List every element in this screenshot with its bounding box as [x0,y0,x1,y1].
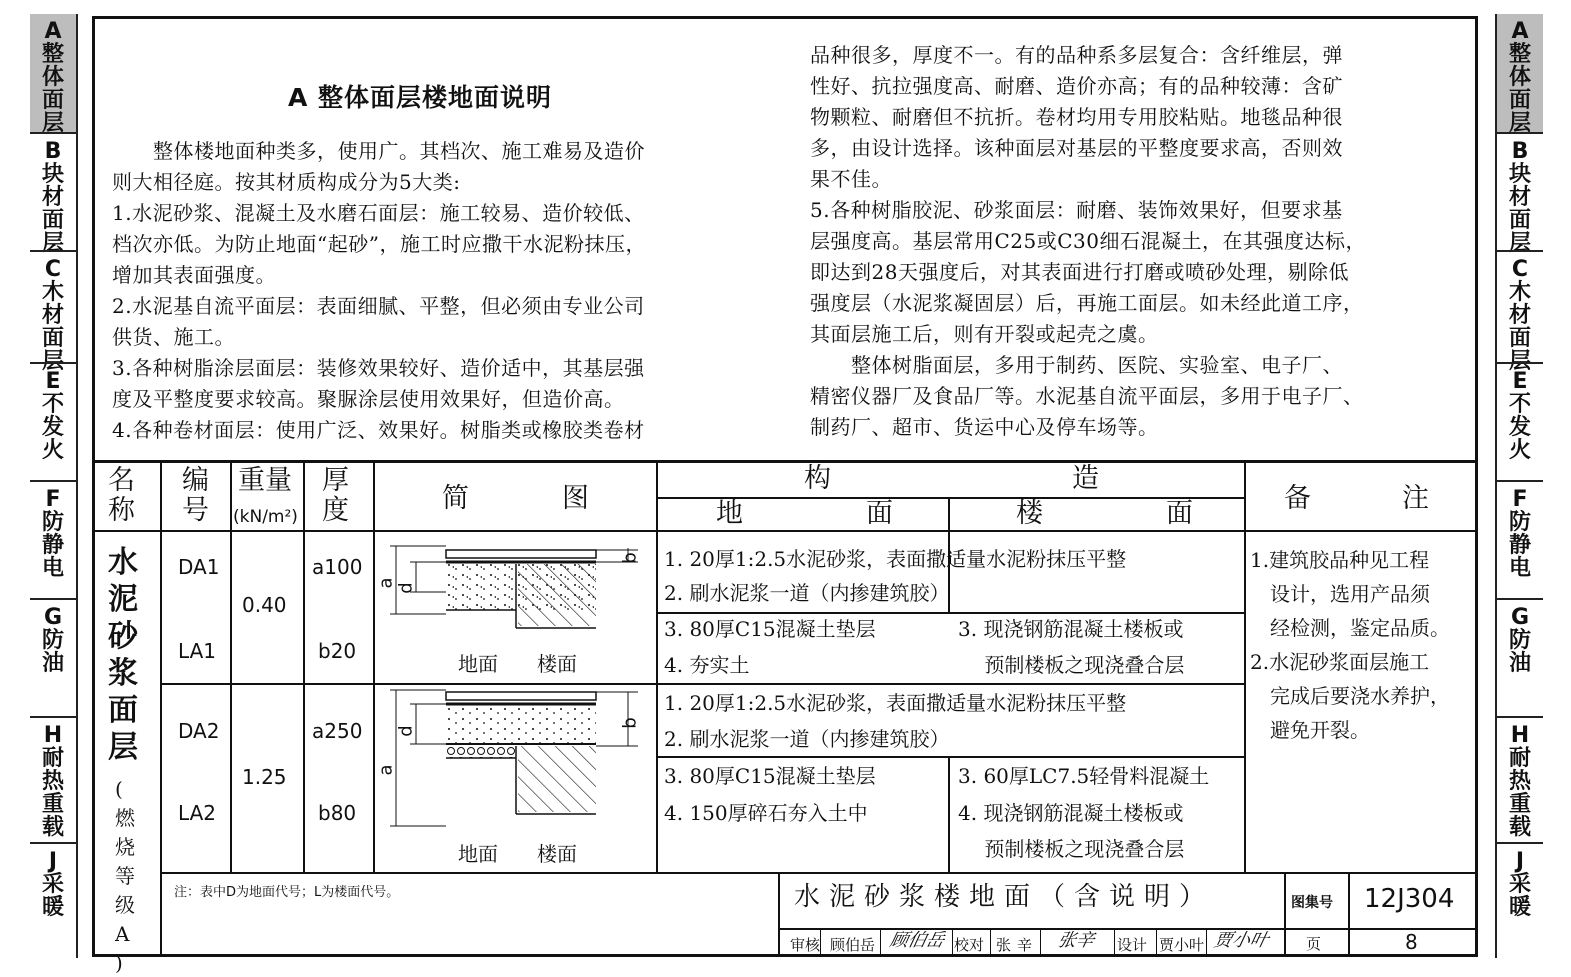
sidebar-tab-char: 耐 [1508,746,1531,771]
intro-left-line: 1.水泥砂浆、混凝土及水磨石面层：施工较易、造价较低、 [112,201,645,225]
construction-shared-step: 2. 刷水泥浆一道（内掺建筑胶） [664,581,950,605]
drawing-title: 水泥砂浆楼地面（含说明） [794,882,1215,912]
construction-shared-step: 2. 刷水泥浆一道（内掺建筑胶） [664,727,950,751]
grid-line [1244,460,1246,872]
sidebar-tab-letter: J [1515,849,1525,874]
sidebar-tab-char: 耐 [41,746,64,771]
intro-right-line: 整体树脂面层，多用于制药、医院、实验室、电子厂、 [810,353,1343,377]
grid-line [948,756,950,872]
dim-d-1: d [395,582,417,594]
check-label: 校对 [954,936,985,954]
sidebar-tab-char: 层 [41,111,64,136]
sidebar-tab-char: 整 [41,42,64,67]
footer-note: 注：表中D为地面代号；L为楼面代号。 [174,885,400,900]
diagram-label-floor-1: 楼面 [537,652,577,676]
sidebar-tab-letter: E [45,369,61,394]
intro-left-line: 3.各种树脂涂层面层：装修效果较好、造价适中，其基层强 [112,356,645,380]
construction-shared-step: 1. 20厚1:2.5水泥砂浆，表面撒适量水泥粉抹压平整 [664,547,1127,571]
sidebar-tab-char: 层 [1508,111,1531,136]
name-char: 面 [108,693,138,728]
sidebar-tab-h[interactable] [1497,716,1543,842]
sidebar-tab-char: 不 [1508,392,1531,417]
sidebar-tab-char: 油 [1508,651,1531,676]
header-diagram-2: 图 [562,483,589,514]
sidebar-tab-char: 块 [1508,162,1531,187]
sidebar-tab-char: 发 [41,415,64,440]
remark-line: 经检测，鉴定品质。 [1250,616,1450,640]
intro-right-line: 性好、抗拉强度高、耐磨、造价亦高；有的品种较薄：含矿 [810,74,1343,98]
sidebar-tab-char: 层 [1508,349,1531,374]
sidebar-tab-j[interactable] [1497,842,1543,958]
grid-line [820,928,821,957]
construction-floor-step: 预制楼板之现浇叠合层 [958,837,1185,861]
sidebar-tab-char: 层 [41,349,64,374]
name-char: 砂 [108,619,138,654]
atlas-label: 图集号 [1291,895,1333,911]
sidebar-tab-char: 块 [41,162,64,187]
grid-line [373,460,375,872]
intro-title: A 整体面层楼地面说明 [288,83,553,112]
sidebar-tab-char: 静 [41,533,64,558]
grid-line [952,928,953,957]
right-sidebar [1495,14,1543,958]
sidebar-tab-f[interactable] [30,480,76,598]
sidebar-tab-e[interactable] [30,362,76,480]
thickness-b: b80 [318,801,357,825]
grid-line [1348,872,1350,957]
intro-right-line: 制药厂、超市、货运中心及停车场等。 [810,415,1159,439]
sidebar-tab-letter: F [1512,487,1528,512]
intro-right-line: 精密仪器厂及食品厂等。水泥基自流平面层，多用于电子厂、 [810,384,1364,408]
name-sub-char: ) [115,951,123,975]
sidebar-tab-char: 材 [41,185,64,210]
sidebar-tab-char: 防 [41,510,64,535]
header-diagram-1: 简 [442,483,469,514]
dim-b-2: b [619,717,641,729]
sidebar-tab-letter: B [1511,139,1529,164]
review-label: 审核 [790,936,821,954]
header-construction-1: 构 [804,463,831,494]
grid-line [160,872,1478,874]
sidebar-tab-char: 火 [1508,438,1531,463]
remark-line: 1.建筑胶品种见工程 [1250,548,1430,572]
construction-ground-step: 3. 80厚C15混凝土垫层 [664,617,876,641]
thickness-b: b20 [318,639,357,663]
grid-line [1156,928,1157,957]
construction-ground-step: 4. 夯实土 [664,653,750,677]
dim-a-2: a [375,764,397,776]
sidebar-tab-char: 载 [1508,815,1531,840]
intro-right-line: 多，由设计选择。该种面层对基层的平整度要求高，否则效 [810,136,1343,160]
sidebar-tab-char: 面 [41,326,64,351]
sidebar-tab-letter: C [44,257,62,282]
sidebar-tab-char: 电 [41,556,64,581]
grid-line [160,460,162,957]
sidebar-tab-char: 材 [1508,303,1531,328]
dim-a-1: a [375,577,397,589]
weight-value: 1.25 [242,765,287,789]
sidebar-tab-letter: G [43,605,63,630]
sidebar-tab-char: 面 [41,88,64,113]
sidebar-tab-char: 热 [1508,769,1531,794]
dim-b-1: b [619,552,641,564]
sidebar-tab-f[interactable] [1497,480,1543,598]
sidebar-tab-a[interactable] [1497,14,1543,136]
sidebar-tab-char: 层 [41,231,64,256]
sidebar-tab-char: 火 [41,438,64,463]
sidebar-tab-char: 材 [41,303,64,328]
grid-line [230,460,232,872]
remark-line: 2.水泥砂浆面层施工 [1250,650,1430,674]
sidebar-tab-c[interactable] [1497,250,1543,374]
sidebar-tab-letter: E [1512,369,1528,394]
page-number: 8 [1405,930,1418,954]
sidebar-tab-c[interactable] [30,250,76,374]
sidebar-tab-char: 体 [41,65,64,90]
name-char: 浆 [108,656,138,691]
sidebar-tab-char: 面 [1508,88,1531,113]
page-label: 页 [1306,935,1322,953]
thickness-a: a250 [312,719,363,743]
designer-signature: 贾小叶 [1211,930,1271,951]
grid-line [778,928,1478,930]
designer-name: 贾小叶 [1159,936,1205,954]
sidebar-tab-letter: H [1510,723,1530,748]
construction-floor-step: 预制楼板之现浇叠合层 [958,653,1185,677]
header-ground-1: 地 [716,498,743,529]
remark-line: 设计，选用产品须 [1250,582,1430,606]
intro-right-line: 强度层（水泥浆凝固层）后，再施工面层。如未经此道工序， [810,291,1364,315]
construction-floor-step: 3. 现浇钢筋混凝土楼板或 [958,617,1184,641]
sidebar-tab-letter: A [44,19,62,44]
name-char: 层 [108,730,138,765]
sidebar-tab-b[interactable] [1497,132,1543,256]
diagram-label-ground-2: 地面 [458,842,498,866]
name-char: 泥 [108,582,138,617]
sidebar-tab-char: 发 [1508,415,1531,440]
sidebar-tab-char: 面 [1508,326,1531,351]
grid-line [880,928,881,957]
grid-line [303,460,305,872]
sidebar-tab-letter: H [43,723,63,748]
grid-line [1114,928,1115,957]
name-sub-char: 烧 [115,835,135,859]
grid-line [92,530,1478,532]
grid-line [1206,928,1207,957]
grid-line [656,460,658,872]
header-floor-2: 面 [1166,498,1193,529]
design-label: 设计 [1117,936,1148,954]
checker-name: 张辛 [996,936,1039,954]
intro-right-line: 物颗粒、耐磨但不抗折。卷材均用专用胶粘贴。地毯品种很 [810,105,1343,129]
diagram-label-floor-2: 楼面 [537,842,577,866]
sidebar-tab-char: 防 [1508,628,1531,653]
left-sidebar [30,14,78,958]
sidebar-tab-char: 暖 [41,895,64,920]
remark-line: 避免开裂。 [1250,718,1370,742]
reviewer-signature: 顾伯岳 [887,930,947,951]
intro-left-line: 增加其表面强度。 [112,263,276,287]
construction-shared-step: 1. 20厚1:2.5水泥砂浆，表面撒适量水泥粉抹压平整 [664,691,1127,715]
code-ground: DA2 [178,719,220,743]
sidebar-tab-letter: G [1510,605,1530,630]
sidebar-tab-char: 电 [1508,556,1531,581]
sidebar-tab-char: 载 [41,815,64,840]
remark-line: 完成后要浇水养护， [1250,684,1450,708]
sidebar-tab-a[interactable] [30,14,76,136]
name-char: 水 [108,545,138,580]
intro-right-line: 5.各种树脂胶泥、砂浆面层：耐磨、装饰效果好，但要求基 [810,198,1343,222]
header-remarks-2: 注 [1402,483,1429,514]
atlas-number: 12J304 [1364,884,1455,914]
sidebar-tab-char: 油 [41,651,64,676]
sidebar-tab-char: 面 [41,208,64,233]
construction-ground-step: 4. 150厚碎石夯入土中 [664,801,868,825]
grid-line [92,460,1478,463]
intro-left-line: 供货、施工。 [112,325,235,349]
reviewer-name: 顾伯岳 [830,936,876,954]
grid-line [160,683,1244,685]
name-sub-char: ( [115,777,123,801]
construction-floor-step: 3. 60厚LC7.5轻骨料混凝土 [958,764,1210,788]
grid-line [656,497,1244,499]
sidebar-tab-e[interactable] [1497,362,1543,480]
sidebar-tab-letter: J [48,849,58,874]
header-weight-unit: (kN/m²) [233,507,298,527]
sidebar-tab-b[interactable] [30,132,76,256]
sidebar-tab-char: 暖 [1508,895,1531,920]
name-sub-char: A [115,922,130,946]
section-diagram-1 [376,532,654,682]
intro-left-line: 档次亦低。为防止地面“起砂”，施工时应撒干水泥粉抹压， [112,232,646,256]
sidebar-tab-letter: F [45,487,61,512]
sidebar-tab-char: 木 [41,280,64,305]
name-sub-char: 燃 [115,806,135,830]
construction-floor-step: 4. 现浇钢筋混凝土楼板或 [958,801,1184,825]
intro-right-line: 层强度高。基层常用C25或C30细石混凝土，在其强度达标， [810,229,1367,253]
header-remarks-1: 备 [1284,483,1311,514]
intro-right-line: 果不佳。 [810,167,892,191]
header-floor-1: 楼 [1016,498,1043,529]
sidebar-tab-char: 整 [1508,42,1531,67]
grid-line [656,612,1244,614]
header-name: 名 称 [108,465,135,526]
sidebar-tab-char: 重 [41,792,64,817]
grid-line [778,872,780,957]
intro-left-line: 度及平整度要求较高。聚脲涂层使用效果好，但造价高。 [112,387,625,411]
code-ground: DA1 [178,555,220,579]
intro-right-line: 品种很多，厚度不一。有的品种系多层复合：含纤维层，弹 [810,43,1343,67]
weight-value: 0.40 [242,593,287,617]
grid-line [990,928,991,957]
sidebar-tab-char: 采 [1508,872,1531,897]
name-sub-char: 级 [115,893,135,917]
sidebar-tab-char: 防 [41,628,64,653]
sidebar-tab-j[interactable] [30,842,76,958]
grid-line [1284,872,1286,957]
construction-ground-step: 3. 80厚C15混凝土垫层 [664,764,876,788]
sidebar-tab-char: 热 [41,769,64,794]
checker-signature: 张辛 [1055,930,1097,951]
sidebar-tab-letter: A [1511,19,1529,44]
intro-left-line: 整体楼地面种类多，使用广。其档次、施工难易及造价 [112,139,645,163]
grid-line [1040,928,1041,957]
header-weight: 重量 [238,465,292,496]
intro-right-line: 即达到28天强度后，对其表面进行打磨或喷砂处理，剔除低 [810,260,1349,284]
header-thickness: 厚 度 [322,465,349,526]
sidebar-tab-char: 不 [41,392,64,417]
header-code: 编 号 [182,465,209,526]
grid-line [656,756,1244,758]
intro-right-line: 其面层施工后，则有开裂或起壳之虞。 [810,322,1159,346]
sidebar-tab-g[interactable] [1497,598,1543,716]
code-floor: LA1 [178,639,217,663]
section-diagram-2 [376,686,654,846]
sidebar-tab-letter: C [1511,257,1529,282]
intro-left-line: 则大相径庭。按其材质构成分为5大类: [112,170,461,194]
sidebar-tab-char: 层 [1508,231,1531,256]
sidebar-tab-char: 采 [41,872,64,897]
thickness-a: a100 [312,555,363,579]
sidebar-tab-char: 重 [1508,792,1531,817]
intro-left-line: 2.水泥基自流平面层：表面细腻、平整，但必须由专业公司 [112,294,645,318]
sidebar-tab-char: 体 [1508,65,1531,90]
sidebar-tab-char: 木 [1508,280,1531,305]
name-sub-char: 等 [115,864,135,888]
dim-d-2: d [395,725,417,737]
sidebar-tab-letter: B [44,139,62,164]
intro-left-line: 4.各种卷材面层：使用广泛、效果好。树脂类或橡胶类卷材 [112,418,645,442]
code-floor: LA2 [178,801,217,825]
sidebar-tab-char: 防 [1508,510,1531,535]
sidebar-tab-char: 材 [1508,185,1531,210]
sidebar-tab-g[interactable] [30,598,76,716]
header-ground-2: 面 [866,498,893,529]
sidebar-tab-char: 静 [1508,533,1531,558]
diagram-label-ground-1: 地面 [458,652,498,676]
sidebar-tab-char: 面 [1508,208,1531,233]
header-construction-2: 造 [1072,463,1099,494]
sidebar-tab-h[interactable] [30,716,76,842]
